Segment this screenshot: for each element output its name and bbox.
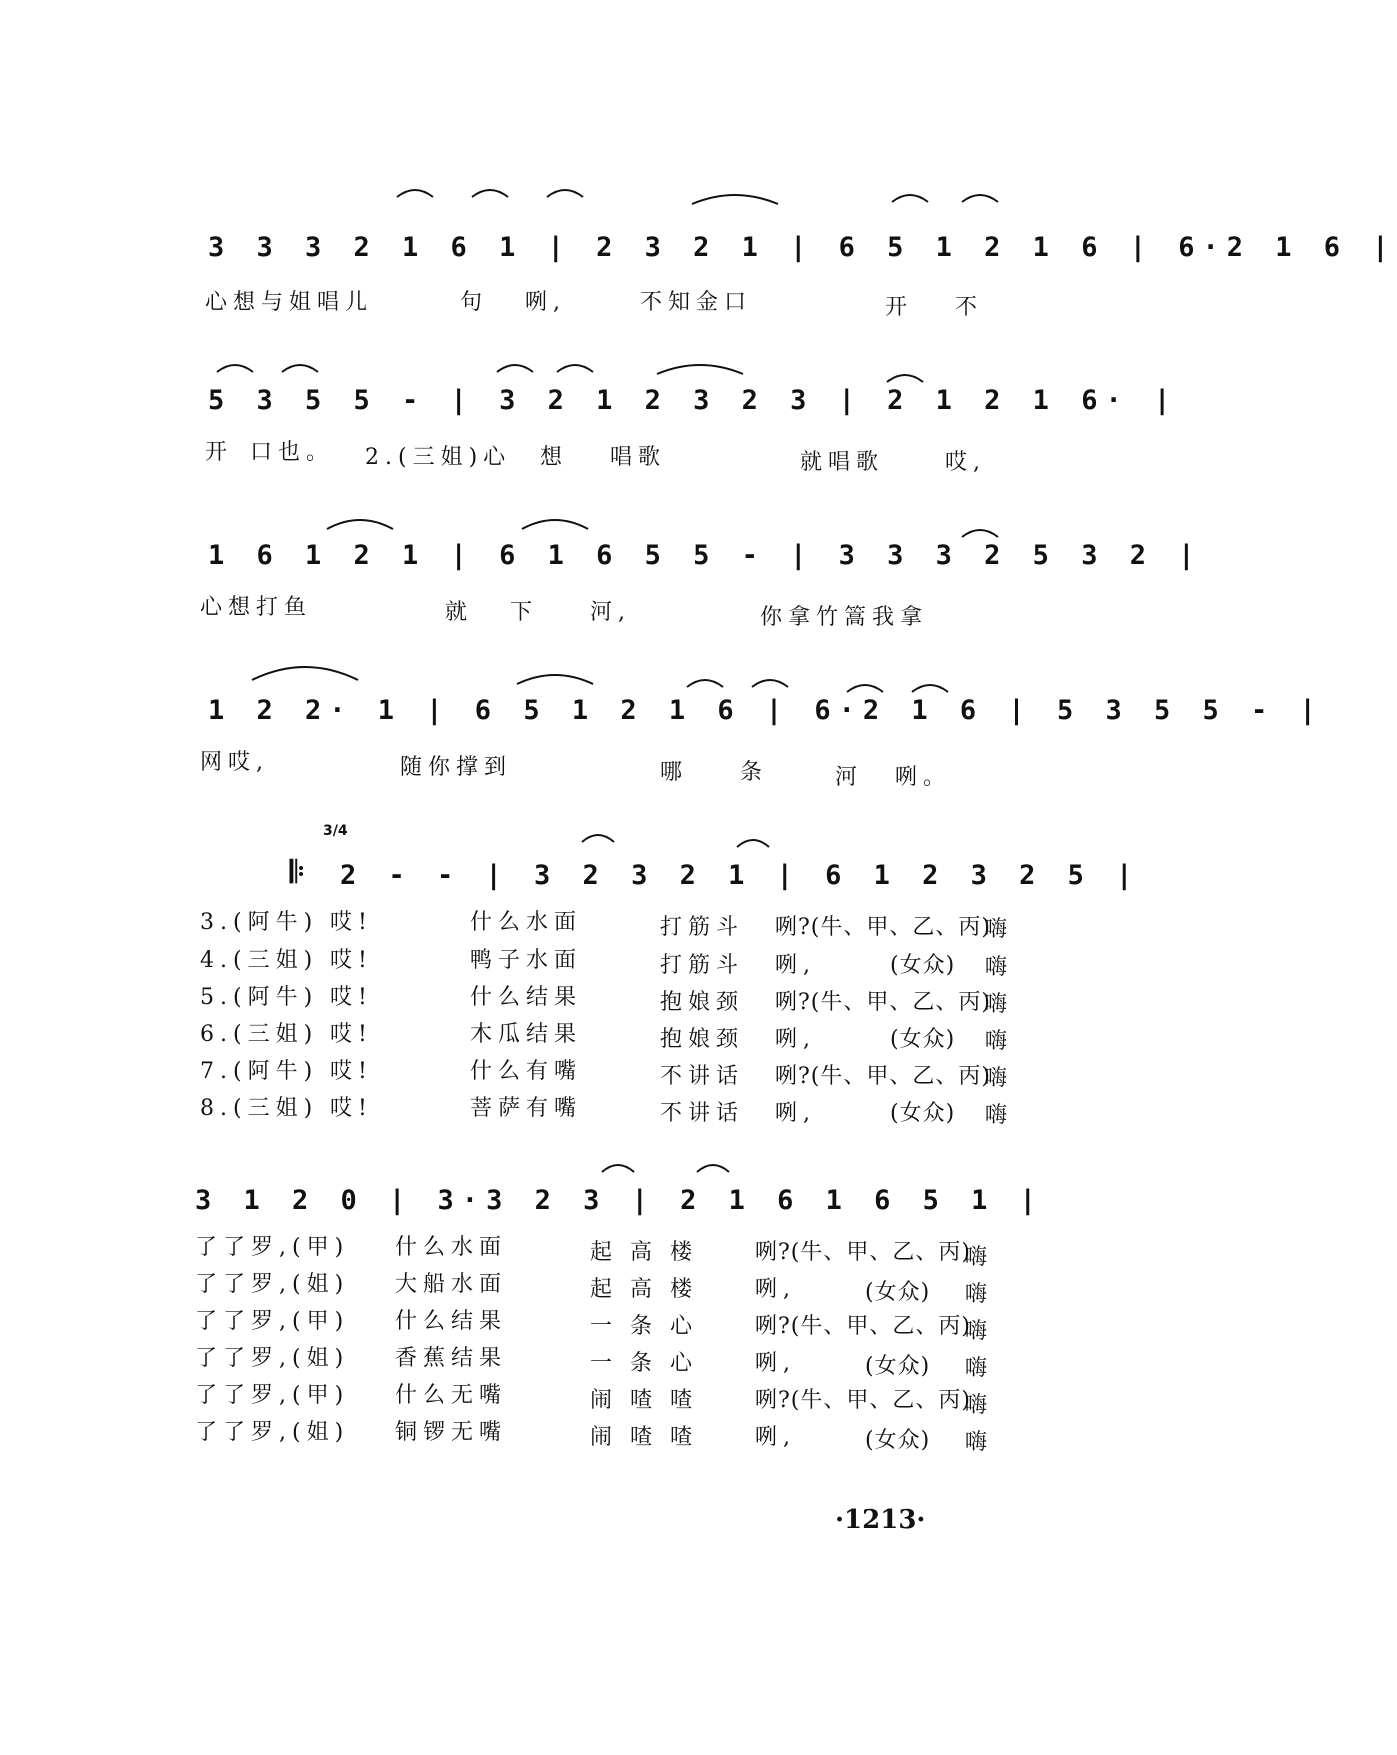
- slur-mark: [845, 680, 885, 694]
- lyric: 哎,: [945, 450, 986, 475]
- lyric: 就唱歌: [800, 450, 885, 475]
- lyric: 咧?(牛、甲、乙、丙): [755, 1388, 971, 1413]
- lyric: 嗨: [985, 1066, 1014, 1091]
- lyric: 咧?(牛、甲、乙、丙): [775, 915, 991, 940]
- notes-section-3: 3 1 2 0 | 3·3 2 3 | 2 1 6 1 6 5 1 |: [195, 1185, 1044, 1216]
- lyric: 不讲话: [660, 1101, 745, 1126]
- lyric: 哎!: [330, 985, 373, 1010]
- notes-line-1: 3 3 3 2 1 6 1 | 2 3 2 1 | 6 5 1 2 1 6 | 6·2 1 6 |: [208, 232, 1397, 263]
- lyric: 什么结果: [395, 1309, 508, 1334]
- lyric: 鸭子水面: [470, 948, 583, 973]
- lyric: 嗨: [965, 1393, 994, 1418]
- lyric: 哎!: [330, 1022, 373, 1047]
- slur-mark: [910, 680, 950, 694]
- lyric: 河: [835, 765, 864, 790]
- lyric: 不知金口: [640, 290, 753, 315]
- lyric: 咧?(牛、甲、乙、丙): [775, 990, 991, 1015]
- slur-mark: [555, 360, 595, 374]
- lyric: 咧,: [775, 1027, 816, 1052]
- lyric: 什么水面: [395, 1235, 508, 1260]
- lyric: 抱娘颈: [660, 1027, 745, 1052]
- lyric: 句: [460, 290, 489, 315]
- lyric: 哎!: [330, 1096, 373, 1121]
- lyric: 什么有嘴: [470, 1059, 583, 1084]
- notes-section-2: 2 - - | 3 2 3 2 1 | 6 1 2 3 2 5 |: [340, 860, 1141, 891]
- lyric: 一条心: [590, 1351, 711, 1376]
- lyric: (女众): [890, 1101, 956, 1126]
- lyric: 了了罗,(甲): [195, 1383, 350, 1408]
- slur-mark: [520, 515, 590, 531]
- notes-line-4: 1 2 2· 1 | 6 5 1 2 1 6 | 6·2 1 6 | 5 3 5 5 - |: [208, 695, 1324, 726]
- lyric: 嗨: [965, 1430, 994, 1455]
- slur-mark: [890, 190, 930, 204]
- slur-mark: [685, 675, 725, 689]
- verse-number: 6.(三姐): [200, 1022, 319, 1047]
- lyric: 打筋斗: [660, 953, 745, 978]
- lyric: 咧,: [775, 953, 816, 978]
- lyric: 网哎,: [200, 750, 269, 775]
- lyric: 嗨: [965, 1319, 994, 1344]
- slur-mark: [495, 360, 535, 374]
- repeat-sign: 𝄆: [290, 855, 305, 890]
- lyric: 下: [510, 600, 539, 625]
- lyric: 打筋斗: [660, 915, 745, 940]
- lyric: 嗨: [985, 1103, 1014, 1128]
- lyric: 河,: [590, 600, 631, 625]
- lyric: 了了罗,(甲): [195, 1235, 350, 1260]
- lyric: 不讲话: [660, 1064, 745, 1089]
- lyric: 了了罗,(甲): [195, 1309, 350, 1334]
- lyric: 嗨: [985, 955, 1014, 980]
- lyric: 咧,: [525, 290, 566, 315]
- slur-mark: [250, 660, 360, 682]
- verse-number: 8.(三姐): [200, 1096, 319, 1121]
- lyric: 唱歌: [610, 445, 667, 470]
- verse-number: 3.(阿牛): [200, 910, 319, 935]
- lyric: 心想打鱼: [200, 595, 313, 620]
- slur-mark: [515, 670, 595, 686]
- slur-mark: [280, 360, 320, 374]
- lyric: 了了罗,(姐): [195, 1346, 350, 1371]
- lyric: 随你撑到: [400, 755, 513, 780]
- lyric: 嗨: [985, 1029, 1014, 1054]
- lyric: 你拿竹篙我拿: [760, 605, 929, 630]
- time-signature: 3/4: [323, 823, 348, 839]
- lyric: 口也。: [250, 440, 335, 465]
- lyric: 嗨: [965, 1356, 994, 1381]
- verse-number: 7.(阿牛): [200, 1059, 319, 1084]
- lyric: 条: [740, 760, 769, 785]
- lyric: 什么结果: [470, 985, 583, 1010]
- slur-mark: [750, 675, 790, 689]
- lyric: 闹喳喳: [590, 1388, 711, 1413]
- lyric: (女众): [865, 1354, 931, 1379]
- lyric: 了了罗,(姐): [195, 1420, 350, 1445]
- lyric: 咧。: [895, 765, 952, 790]
- lyric: 咧,: [775, 1101, 816, 1126]
- slur-mark: [580, 830, 616, 844]
- lyric: 闹喳喳: [590, 1425, 711, 1450]
- lyric: 香蕉结果: [395, 1346, 508, 1371]
- lyric: 咧?(牛、甲、乙、丙): [755, 1314, 971, 1339]
- verse-number: 4.(三姐): [200, 948, 319, 973]
- lyric: 2.(三姐)心: [365, 445, 512, 470]
- lyric: 咧?(牛、甲、乙、丙): [775, 1064, 991, 1089]
- slur-mark: [470, 185, 510, 199]
- notes-line-2: 5 3 5 5 - | 3 2 1 2 3 2 3 | 2 1 2 1 6· |: [208, 385, 1179, 416]
- lyric: (女众): [890, 1027, 956, 1052]
- lyric: 嗨: [965, 1282, 994, 1307]
- lyric: 嗨: [985, 992, 1014, 1017]
- lyric: (女众): [865, 1280, 931, 1305]
- lyric: 嗨: [985, 917, 1014, 942]
- slur-mark: [690, 190, 780, 206]
- lyric: 抱娘颈: [660, 990, 745, 1015]
- lyric: 什么无嘴: [395, 1383, 508, 1408]
- lyric: 铜锣无嘴: [395, 1420, 508, 1445]
- slur-mark: [960, 525, 1000, 539]
- lyric: 咧,: [755, 1351, 796, 1376]
- notes-line-3: 1 6 1 2 1 | 6 1 6 5 5 - | 3 3 3 2 5 3 2 |: [208, 540, 1203, 571]
- slur-mark: [735, 835, 771, 849]
- page-number: ·1213·: [835, 1505, 926, 1535]
- lyric: 咧,: [755, 1425, 796, 1450]
- lyric: 哪: [660, 760, 689, 785]
- lyric: 哎!: [330, 948, 373, 973]
- lyric: 大船水面: [395, 1272, 508, 1297]
- lyric: 什么水面: [470, 910, 583, 935]
- lyric: 咧,: [755, 1277, 796, 1302]
- slur-mark: [545, 185, 585, 199]
- slur-mark: [215, 360, 255, 374]
- lyric: 想: [540, 445, 569, 470]
- lyric: 嗨: [965, 1245, 994, 1270]
- lyric: 开: [885, 295, 914, 320]
- slur-mark: [960, 190, 1000, 204]
- slur-mark: [695, 1160, 731, 1174]
- lyric: 哎!: [330, 1059, 373, 1084]
- lyric: 心想与姐唱儿: [205, 290, 374, 315]
- slur-mark: [395, 185, 435, 199]
- lyric: 不: [955, 295, 984, 320]
- verse-number: 5.(阿牛): [200, 985, 319, 1010]
- lyric: 起高楼: [590, 1240, 711, 1265]
- lyric: 就: [445, 600, 474, 625]
- lyric: (女众): [865, 1428, 931, 1453]
- lyric: 菩萨有嘴: [470, 1096, 583, 1121]
- lyric: 开: [205, 440, 234, 465]
- lyric: (女众): [890, 953, 956, 978]
- lyric: 哎!: [330, 910, 373, 935]
- lyric: 咧?(牛、甲、乙、丙): [755, 1240, 971, 1265]
- slur-mark: [325, 515, 395, 531]
- lyric: 了了罗,(姐): [195, 1272, 350, 1297]
- lyric: 一条心: [590, 1314, 711, 1339]
- slur-mark: [655, 360, 745, 376]
- slur-mark: [885, 370, 925, 384]
- lyric: 起高楼: [590, 1277, 711, 1302]
- lyric: 木瓜结果: [470, 1022, 583, 1047]
- slur-mark: [600, 1160, 636, 1174]
